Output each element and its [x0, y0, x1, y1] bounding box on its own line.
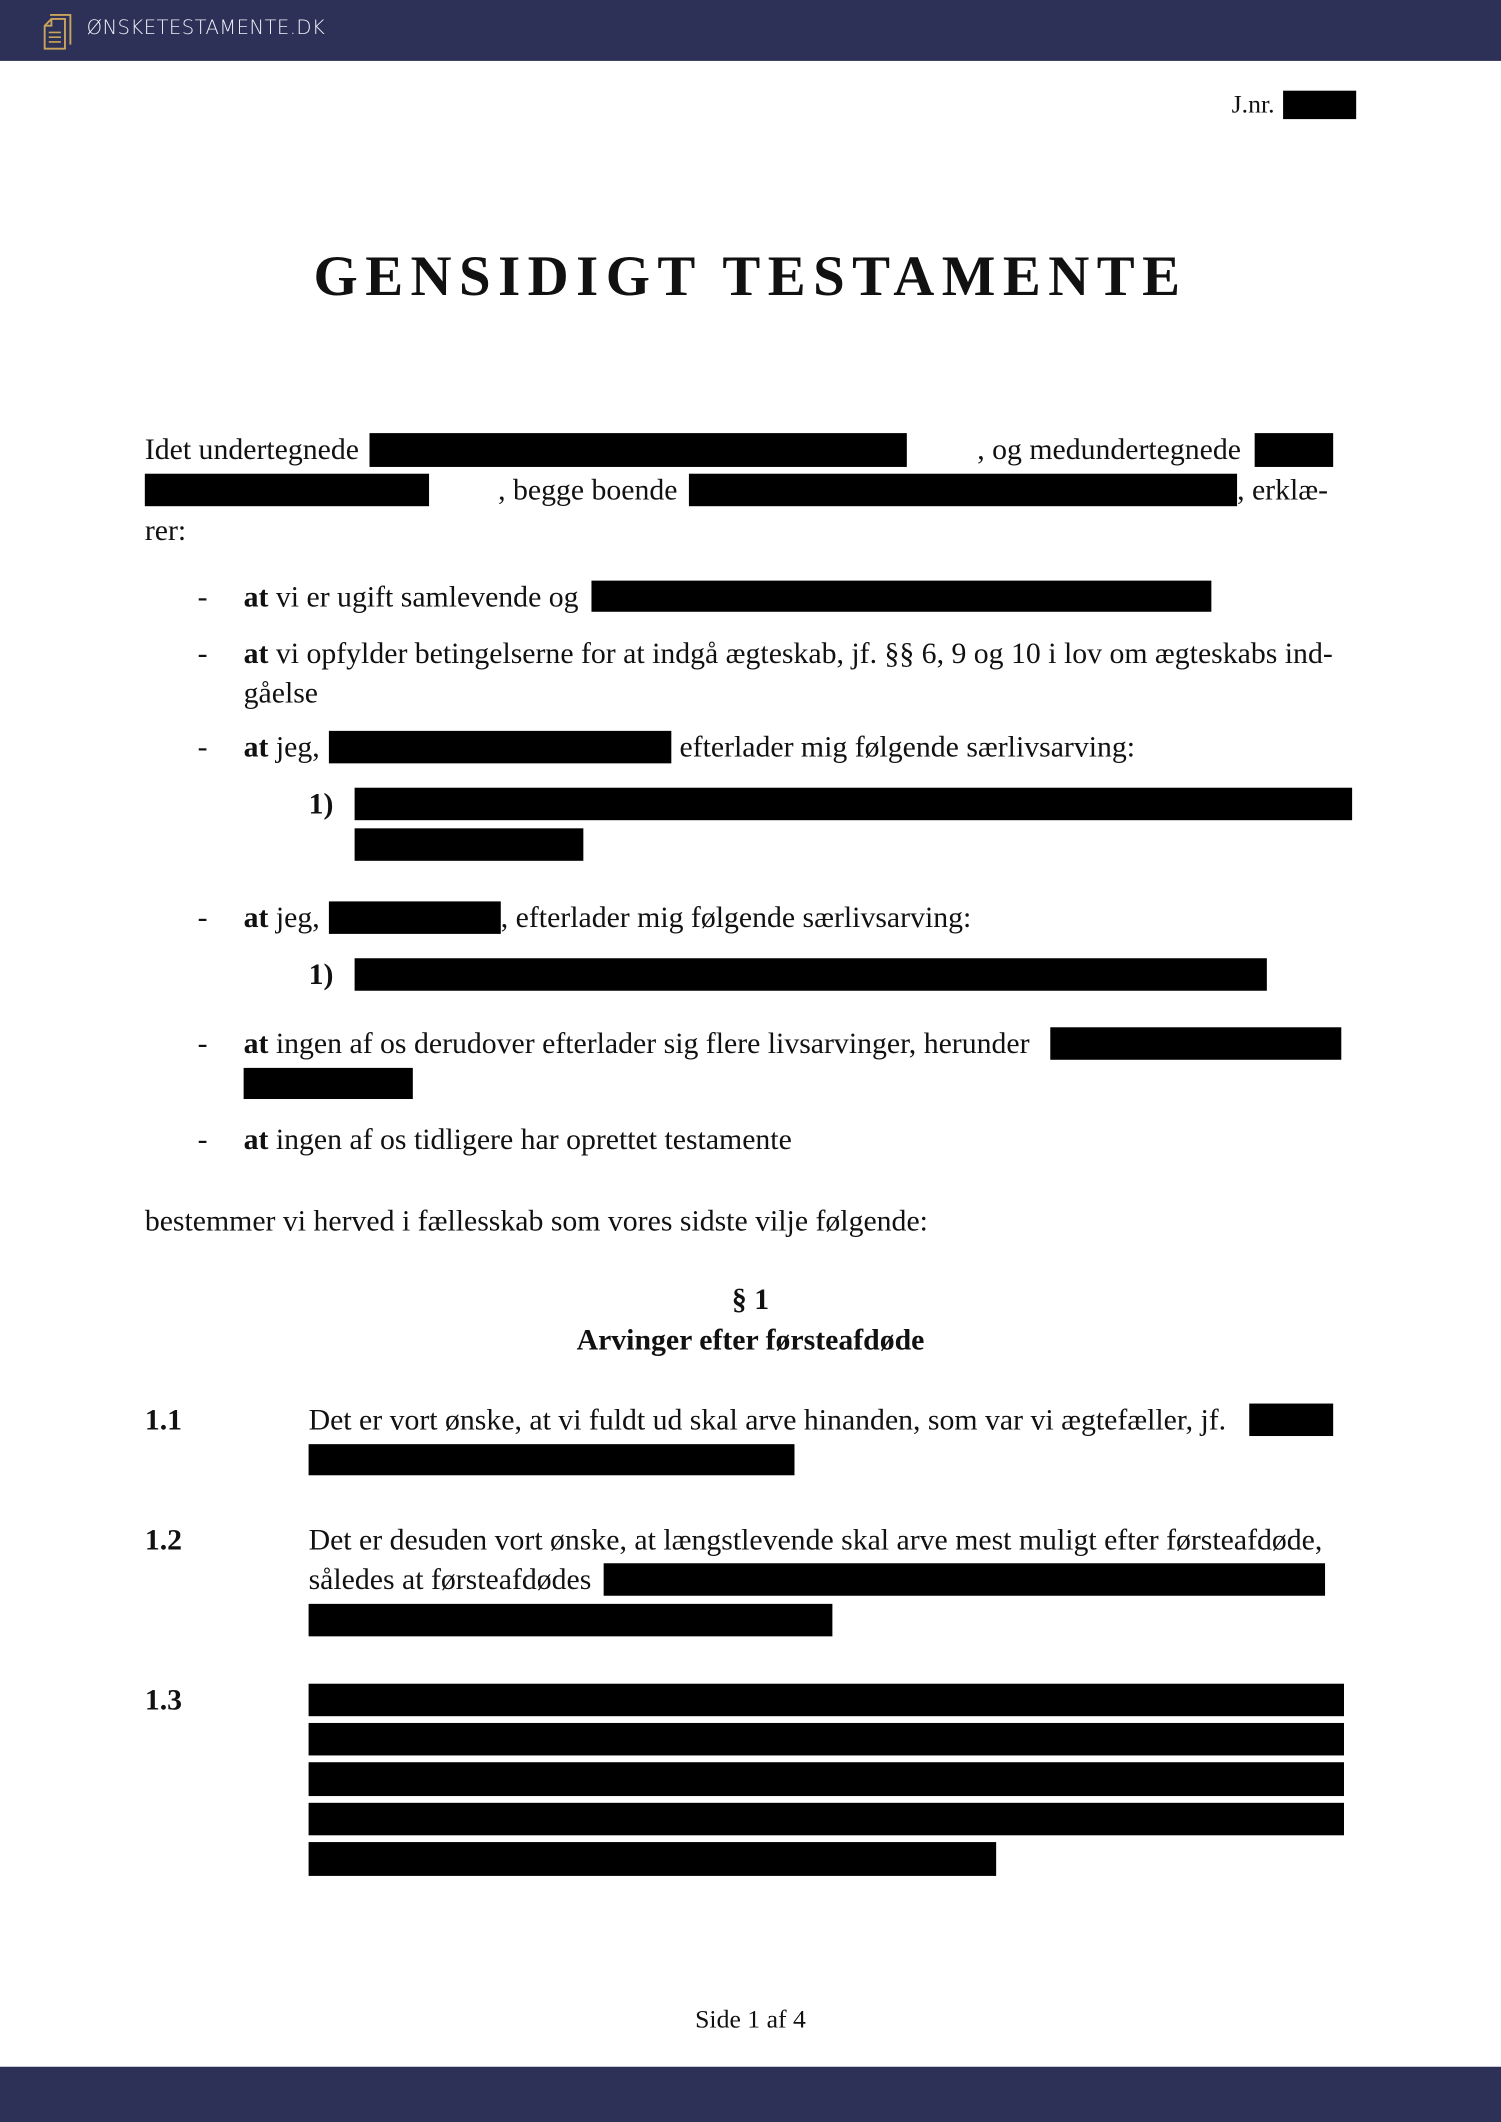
section-number: § 1 [731, 1281, 770, 1316]
redaction [329, 731, 671, 763]
bullet-dash: - [197, 1025, 208, 1060]
bullet-body: vi er ugift samlevende og [275, 579, 579, 614]
jnr-label: J.nr. [1231, 90, 1275, 120]
redaction [309, 1803, 1344, 1835]
clause-text: således at førsteafdødes [308, 1561, 592, 1596]
bullet-text [244, 636, 1333, 671]
list-number: 1) [308, 956, 334, 991]
bullet-body: , efterlader mig følgende særlivsarving: [500, 900, 972, 934]
redaction [1255, 433, 1334, 467]
intro-text: , erklæ- [1237, 472, 1329, 507]
bullet-text [244, 1026, 1030, 1061]
bullet-body: jeg, [275, 729, 320, 764]
bullet-text [244, 900, 320, 935]
redaction [355, 828, 584, 860]
bullet-text [244, 1122, 792, 1157]
clause-text: Det er desuden vort ønske, at længstlevende skal arve mest muligt efter førsteafdøde, [308, 1522, 1323, 1557]
bullet-dash: - [197, 729, 208, 764]
at-keyword: at [243, 1122, 269, 1156]
at-keyword: at [243, 729, 269, 764]
intro-text: , begge boende [498, 472, 678, 507]
redaction [1249, 1404, 1333, 1436]
bullet-body: gåelse [243, 675, 319, 710]
list-number: 1) [308, 786, 334, 821]
document-title: GENSIDIGT TESTAMENTE [313, 246, 1188, 309]
redaction [329, 901, 501, 933]
redaction [145, 474, 429, 506]
clause-number: 1.1 [144, 1402, 183, 1437]
at-keyword: at [243, 636, 269, 670]
clause-text: Det er vort ønske, at vi fuldt ud skal arve hinanden, som var vi ægtefæller, jf. [308, 1402, 1227, 1437]
bottom-bar [0, 2067, 1501, 2122]
bullet-dash: - [197, 579, 208, 614]
redaction [244, 1068, 413, 1099]
intro-text: , og medundertegnede [977, 431, 1241, 466]
redaction [604, 1563, 1325, 1595]
bullet-body: ingen af os tidligere har oprettet testamente [275, 1122, 792, 1156]
at-keyword: at [243, 900, 269, 934]
bullet-dash: - [197, 636, 208, 670]
redaction [309, 1604, 833, 1636]
redaction [355, 958, 1267, 990]
clause-number: 1.2 [144, 1522, 183, 1557]
page-number: Side 1 af 4 [695, 2005, 806, 2035]
bullet-body: ingen af os derudover efterlader sig flere livsarvinger, herunder [275, 1025, 1030, 1060]
at-keyword: at [243, 1025, 269, 1060]
redaction [355, 788, 1353, 820]
bullet-text [244, 579, 579, 614]
bullet-body: efterlader mig følgende særlivsarving: [679, 729, 1136, 764]
bullet-body: vi opfylder betingelserne for at indgå ægteskab, jf. §§ 6, 9 og 10 i lov om ægteskabs ind- [275, 636, 1333, 670]
bullet-text [244, 730, 320, 765]
redaction [369, 433, 906, 467]
redaction [309, 1444, 795, 1475]
decree-text: bestemmer vi herved i fællesskab som vores sidste vilje følgende: [144, 1203, 928, 1238]
redaction [309, 1762, 1344, 1796]
redaction [309, 1842, 997, 1876]
clause-number: 1.3 [144, 1682, 183, 1717]
intro-text: rer: [144, 512, 187, 547]
redaction [1283, 91, 1356, 119]
bullet-dash: - [197, 900, 208, 934]
redaction [309, 1684, 1344, 1716]
brand-name[interactable]: ØNSKETESTAMENTE.DK [86, 17, 326, 40]
section-heading: Arvinger efter førsteafdøde [576, 1322, 925, 1357]
redaction [689, 474, 1237, 506]
redaction [1050, 1027, 1341, 1059]
redaction [591, 581, 1211, 612]
top-bar [0, 0, 1501, 61]
intro-text: Idet undertegnede [144, 431, 359, 466]
redaction [309, 1723, 1344, 1755]
bullet-body: jeg, [275, 900, 320, 934]
bullet-dash: - [197, 1122, 208, 1156]
at-keyword: at [243, 579, 269, 614]
document-stack-icon [42, 12, 74, 50]
